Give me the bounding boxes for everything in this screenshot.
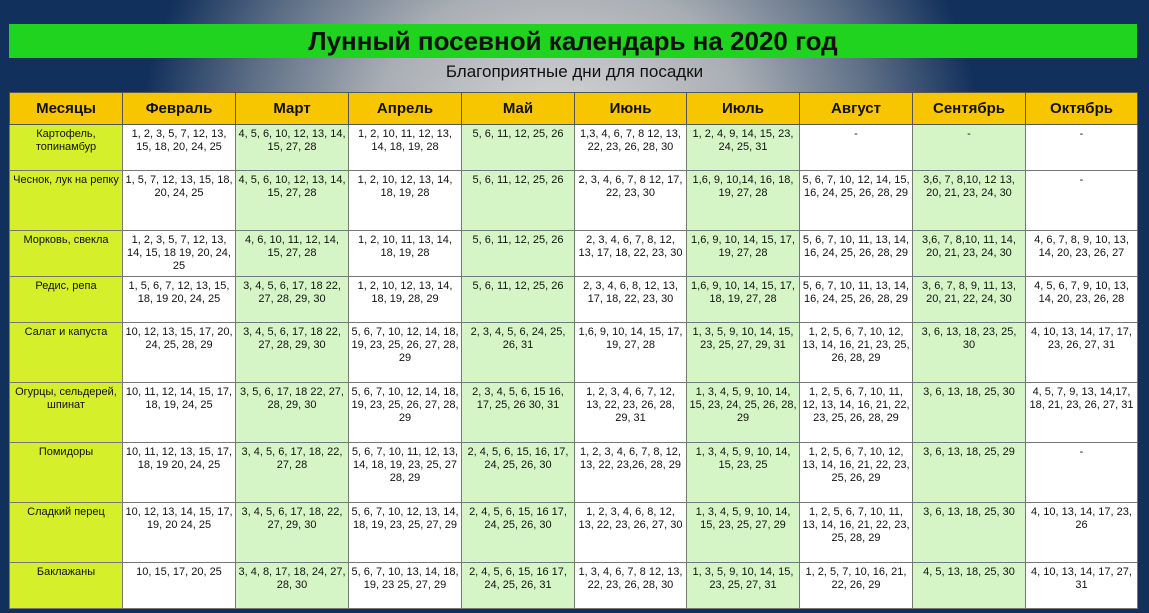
day-cell: 1,6, 9, 10, 14, 15, 17, 19, 27, 28 bbox=[687, 231, 800, 277]
day-cell: 2, 3, 4, 5, 6, 24, 25, 26, 31 bbox=[462, 323, 575, 383]
day-cell: 4, 10, 13, 14, 17, 23, 26 bbox=[1026, 503, 1138, 563]
day-cell: 3, 5, 6, 17, 18 22, 27, 28, 29, 30 bbox=[236, 383, 349, 443]
day-cell: 3,6, 7, 8,10, 11, 14, 20, 21, 23, 24, 30 bbox=[913, 231, 1026, 277]
crop-name: Чеснок, лук на репку bbox=[10, 171, 123, 231]
day-cell: 1, 2, 3, 5, 7, 12, 13, 15, 18, 20, 24, 25 bbox=[123, 125, 236, 171]
day-cell: - bbox=[800, 125, 913, 171]
day-cell: 1,6, 9, 10, 14, 15, 17, 19, 27, 28 bbox=[575, 323, 687, 383]
crop-name: Морковь, свекла bbox=[10, 231, 123, 277]
column-header: Октябрь bbox=[1026, 93, 1138, 125]
day-cell: 4, 5, 6, 7, 9, 10, 13, 14, 20, 23, 26, 28 bbox=[1026, 277, 1138, 323]
day-cell: 4, 10, 13, 14, 17, 17, 23, 26, 27, 31 bbox=[1026, 323, 1138, 383]
day-cell: 1, 2, 4, 9, 14, 15, 23, 24, 25, 31 bbox=[687, 125, 800, 171]
day-cell: 3, 6, 13, 18, 25, 30 bbox=[913, 503, 1026, 563]
day-cell: 2, 3, 4, 6, 7, 8 12, 17, 22, 23, 30 bbox=[575, 171, 687, 231]
day-cell: 3, 6, 7, 8, 9, 11, 13, 20, 21, 22, 24, 30 bbox=[913, 277, 1026, 323]
day-cell: 1, 3, 4, 5, 9, 10, 14, 15, 23, 24, 25, 26, 28, 29 bbox=[687, 383, 800, 443]
day-cell: 1, 5, 6, 7, 12, 13, 15, 18, 19 20, 24, 25 bbox=[123, 277, 236, 323]
day-cell: 10, 11, 12, 13, 15, 17, 18, 19 20, 24, 25 bbox=[123, 443, 236, 503]
crop-name: Салат и капуста bbox=[10, 323, 123, 383]
calendar-table bbox=[9, 92, 1138, 609]
header-row bbox=[10, 93, 1138, 125]
day-cell: 1, 2, 3, 4, 6, 8, 12, 13, 22, 23, 26, 27, 30 bbox=[575, 503, 687, 563]
column-header: Апрель bbox=[349, 93, 462, 125]
column-header: Август bbox=[800, 93, 913, 125]
table-row bbox=[10, 383, 1138, 443]
day-cell: 5, 6, 11, 12, 25, 26 bbox=[462, 125, 575, 171]
day-cell: 2, 4, 5, 6, 15, 16 17, 24, 25, 26, 31 bbox=[462, 563, 575, 609]
day-cell: 3, 4, 5, 6, 17, 18, 22, 27, 28 bbox=[236, 443, 349, 503]
day-cell: 2, 3, 4, 5, 6, 15 16, 17, 25, 26 30, 31 bbox=[462, 383, 575, 443]
day-cell: - bbox=[1026, 443, 1138, 503]
day-cell: 3, 4, 8, 17, 18, 24, 27, 28, 30 bbox=[236, 563, 349, 609]
page-title: Лунный посевной календарь на 2020 год bbox=[9, 24, 1137, 58]
day-cell: 1, 2, 5, 6, 7, 10, 11, 13, 14, 16, 21, 22, 23, 25, 28, 29 bbox=[800, 503, 913, 563]
day-cell: 10, 12, 13, 14, 15, 17, 19, 20 24, 25 bbox=[123, 503, 236, 563]
day-cell: 1, 2, 10, 12, 13, 14, 18, 19, 28 bbox=[349, 171, 462, 231]
table-row bbox=[10, 277, 1138, 323]
crop-name: Сладкий перец bbox=[10, 503, 123, 563]
table-row bbox=[10, 323, 1138, 383]
day-cell: 1, 2, 10, 11, 13, 14, 18, 19, 28 bbox=[349, 231, 462, 277]
crop-name: Баклажаны bbox=[10, 563, 123, 609]
day-cell: 1,6, 9, 10, 14, 15, 17, 18, 19, 27, 28 bbox=[687, 277, 800, 323]
day-cell: - bbox=[1026, 171, 1138, 231]
day-cell: 10, 15, 17, 20, 25 bbox=[123, 563, 236, 609]
day-cell: 4, 5, 13, 18, 25, 30 bbox=[913, 563, 1026, 609]
day-cell: 4, 5, 6, 10, 12, 13, 14, 15, 27, 28 bbox=[236, 171, 349, 231]
day-cell: 1, 2, 10, 12, 13, 14, 18, 19, 28, 29 bbox=[349, 277, 462, 323]
day-cell: 5, 6, 11, 12, 25, 26 bbox=[462, 277, 575, 323]
day-cell: 5, 6, 7, 10, 11, 13, 14, 16, 24, 25, 26, 28, 29 bbox=[800, 231, 913, 277]
day-cell: 2, 4, 5, 6, 15, 16, 17, 24, 25, 26, 30 bbox=[462, 443, 575, 503]
day-cell: 4, 6, 7, 8, 9, 10, 13, 14, 20, 23, 26, 27 bbox=[1026, 231, 1138, 277]
day-cell: - bbox=[913, 125, 1026, 171]
day-cell: 3, 6, 13, 18, 25, 30 bbox=[913, 383, 1026, 443]
day-cell: 1, 2, 10, 11, 12, 13, 14, 18, 19, 28 bbox=[349, 125, 462, 171]
crop-name: Огурцы, сельдерей, шпинат bbox=[10, 383, 123, 443]
day-cell: - bbox=[1026, 125, 1138, 171]
day-cell: 3,6, 7, 8,10, 12 13, 20, 21, 23, 24, 30 bbox=[913, 171, 1026, 231]
table-row bbox=[10, 563, 1138, 609]
day-cell: 4, 6, 10, 11, 12, 14, 15, 27, 28 bbox=[236, 231, 349, 277]
table-row bbox=[10, 125, 1138, 171]
day-cell: 4, 5, 6, 10, 12, 13, 14, 15, 27, 28 bbox=[236, 125, 349, 171]
day-cell: 1, 2, 5, 6, 7, 10, 11, 12, 13, 14, 16, 21, 22, 23, 25, 26, 28, 29 bbox=[800, 383, 913, 443]
day-cell: 5, 6, 11, 12, 25, 26 bbox=[462, 171, 575, 231]
day-cell: 1, 3, 4, 5, 9, 10, 14, 15, 23, 25 bbox=[687, 443, 800, 503]
day-cell: 2, 3, 4, 6, 8, 12, 13, 17, 18, 22, 23, 30 bbox=[575, 277, 687, 323]
table-row bbox=[10, 503, 1138, 563]
day-cell: 1, 2, 3, 4, 6, 7, 8, 12, 13, 22, 23,26, 28, 29 bbox=[575, 443, 687, 503]
crop-name: Редис, репа bbox=[10, 277, 123, 323]
day-cell: 5, 6, 7, 10, 12, 14, 18, 19, 23, 25, 26, 27, 28, 29 bbox=[349, 383, 462, 443]
crop-name: Помидоры bbox=[10, 443, 123, 503]
day-cell: 1, 2, 5, 6, 7, 10, 12, 13, 14, 16, 21, 23, 25, 26, 28, 29 bbox=[800, 323, 913, 383]
day-cell: 5, 6, 7, 10, 11, 12, 13, 14, 18, 19, 23, 25, 27 28, 29 bbox=[349, 443, 462, 503]
day-cell: 5, 6, 11, 12, 25, 26 bbox=[462, 231, 575, 277]
day-cell: 10, 12, 13, 15, 17, 20, 24, 25, 28, 29 bbox=[123, 323, 236, 383]
day-cell: 4, 5, 7, 9, 13, 14,17, 18, 21, 23, 26, 27, 31 bbox=[1026, 383, 1138, 443]
column-header: Май bbox=[462, 93, 575, 125]
day-cell: 5, 6, 7, 10, 12, 13, 14, 18, 19, 23, 25, 27, 29 bbox=[349, 503, 462, 563]
day-cell: 5, 6, 7, 10, 12, 14, 15, 16, 24, 25, 26, 28, 29 bbox=[800, 171, 913, 231]
day-cell: 1,3, 4, 6, 7, 8 12, 13, 22, 23, 26, 28, 30 bbox=[575, 125, 687, 171]
day-cell: 5, 6, 7, 10, 12, 14, 18, 19, 23, 25, 26, 27, 28, 29 bbox=[349, 323, 462, 383]
day-cell: 5, 6, 7, 10, 13, 14, 18, 19, 23 25, 27, 29 bbox=[349, 563, 462, 609]
day-cell: 1, 2, 5, 6, 7, 10, 12, 13, 14, 16, 21, 22, 23, 25, 26, 29 bbox=[800, 443, 913, 503]
table-row bbox=[10, 171, 1138, 231]
day-cell: 1, 3, 5, 9, 10, 14, 15, 23, 25, 27, 29, 31 bbox=[687, 323, 800, 383]
crop-name: Картофель, топинамбур bbox=[10, 125, 123, 171]
day-cell: 1, 2, 5, 7, 10, 16, 21, 22, 26, 29 bbox=[800, 563, 913, 609]
table-row bbox=[10, 231, 1138, 277]
column-header: Июнь bbox=[575, 93, 687, 125]
day-cell: 3, 6, 13, 18, 25, 29 bbox=[913, 443, 1026, 503]
day-cell: 10, 11, 12, 14, 15, 17, 18, 19, 24, 25 bbox=[123, 383, 236, 443]
column-header: Месяцы bbox=[10, 93, 123, 125]
day-cell: 1, 3, 4, 5, 9, 10, 14, 15, 23, 25, 27, 29 bbox=[687, 503, 800, 563]
day-cell: 1, 3, 5, 9, 10, 14, 15, 23, 25, 27, 31 bbox=[687, 563, 800, 609]
day-cell: 3, 4, 5, 6, 17, 18 22, 27, 28, 29, 30 bbox=[236, 277, 349, 323]
day-cell: 1, 5, 7, 12, 13, 15, 18, 20, 24, 25 bbox=[123, 171, 236, 231]
page-subtitle: Благоприятные дни для посадки bbox=[445, 62, 704, 81]
day-cell: 5, 6, 7, 10, 11, 13, 14, 16, 24, 25, 26, 28, 29 bbox=[800, 277, 913, 323]
day-cell: 1, 2, 3, 4, 6, 7, 12, 13, 22, 23, 26, 28, 29, 31 bbox=[575, 383, 687, 443]
day-cell: 3, 4, 5, 6, 17, 18 22, 27, 28, 29, 30 bbox=[236, 323, 349, 383]
day-cell: 4, 10, 13, 14, 17, 27, 31 bbox=[1026, 563, 1138, 609]
column-header: Март bbox=[236, 93, 349, 125]
day-cell: 2, 3, 4, 6, 7, 8, 12, 13, 17, 18, 22, 23, 30 bbox=[575, 231, 687, 277]
day-cell: 3, 4, 5, 6, 17, 18, 22, 27, 29, 30 bbox=[236, 503, 349, 563]
day-cell: 1,6, 9, 10,14, 16, 18, 19, 27, 28 bbox=[687, 171, 800, 231]
column-header: Сентябрь bbox=[913, 93, 1026, 125]
day-cell: 2, 4, 5, 6, 15, 16 17, 24, 25, 26, 30 bbox=[462, 503, 575, 563]
table-row bbox=[10, 443, 1138, 503]
day-cell: 1, 2, 3, 5, 7, 12, 13, 14, 15, 18 19, 20, 24, 25 bbox=[123, 231, 236, 277]
day-cell: 3, 6, 13, 18, 23, 25, 30 bbox=[913, 323, 1026, 383]
day-cell: 1, 3, 4, 6, 7, 8 12, 13, 22, 23, 26, 28, 30 bbox=[575, 563, 687, 609]
column-header: Июль bbox=[687, 93, 800, 125]
column-header: Февраль bbox=[123, 93, 236, 125]
